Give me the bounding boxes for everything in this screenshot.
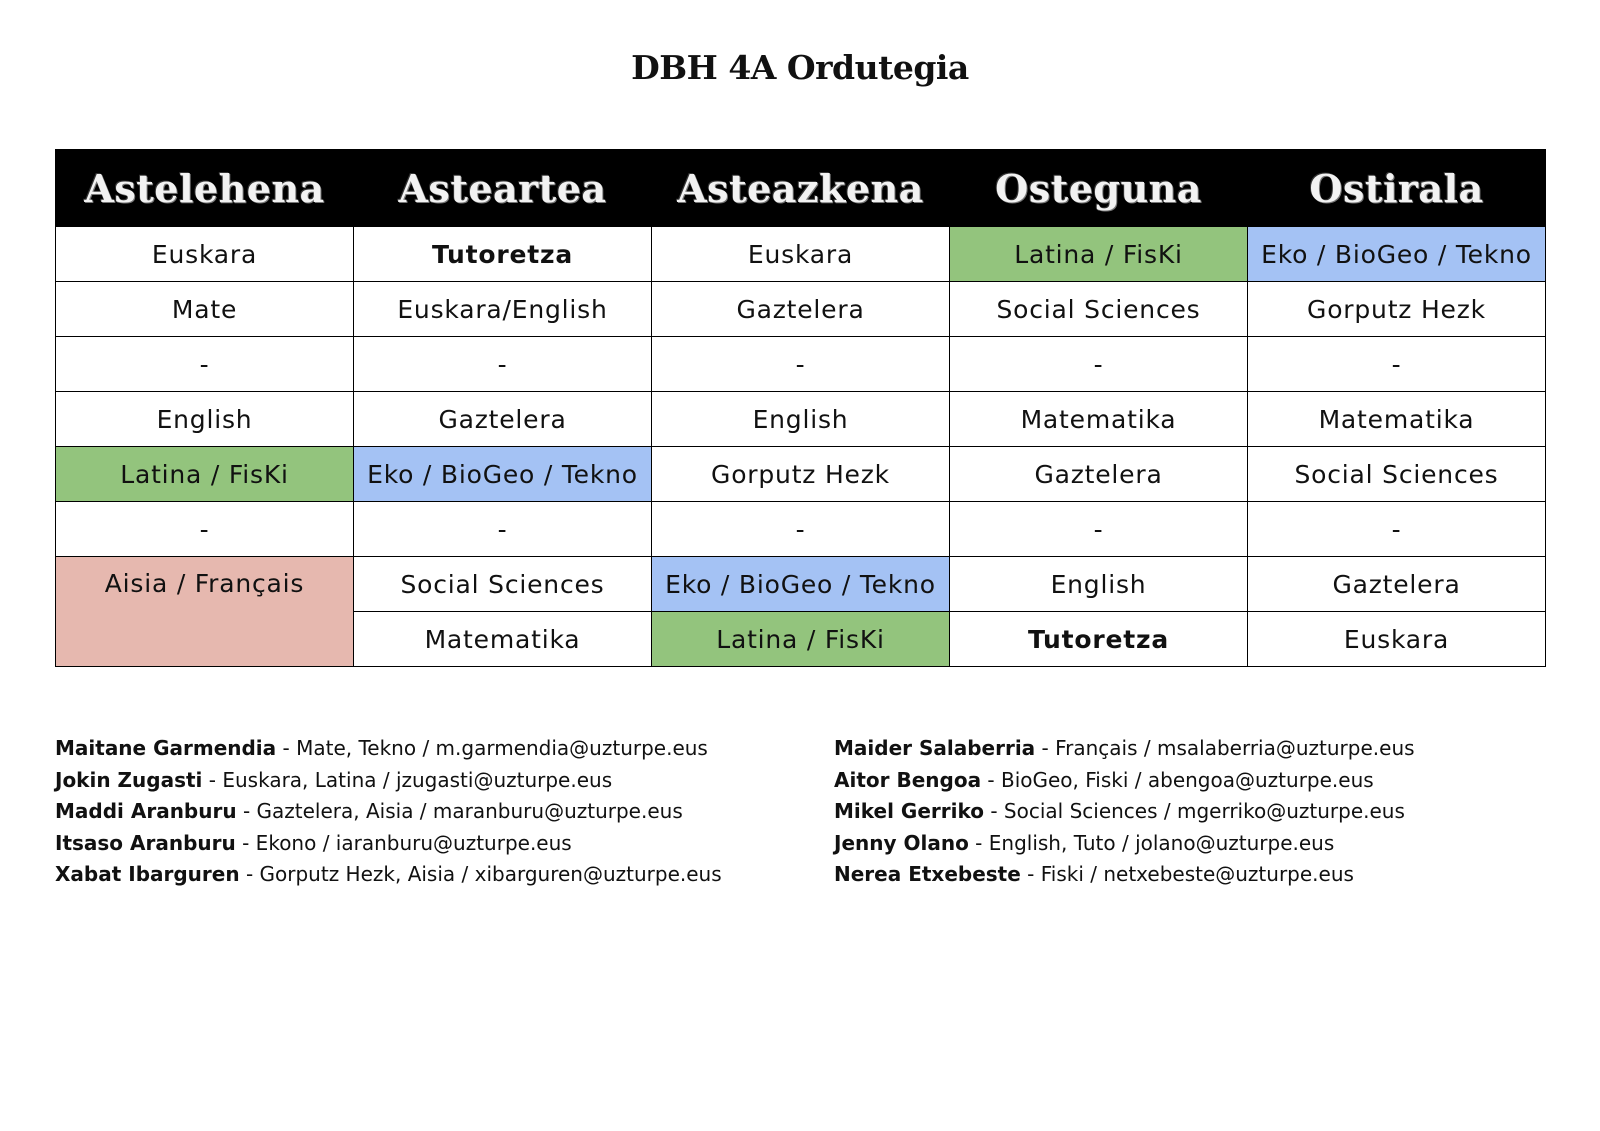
- teacher-entry: [55, 828, 722, 860]
- teacher-entry: [55, 859, 722, 891]
- day-header: Astelehena: [56, 150, 354, 227]
- break-cell: -: [1248, 502, 1546, 557]
- schedule-table: [55, 149, 1546, 667]
- day-header: Ostirala: [1248, 150, 1546, 227]
- break-row: [56, 337, 1546, 392]
- schedule-cell: Mate: [56, 282, 354, 337]
- schedule-cell: Euskara: [56, 227, 354, 282]
- teacher-info: - Fiski / netxebeste@uzturpe.eus: [1020, 862, 1354, 886]
- teacher-name: Itsaso Aranburu: [55, 830, 236, 855]
- teacher-entry: [55, 733, 722, 765]
- teacher-name: Jokin Zugasti: [55, 767, 203, 792]
- schedule-cell: Gaztelera: [354, 392, 652, 447]
- break-cell: -: [56, 502, 354, 557]
- schedule-cell: English: [652, 392, 950, 447]
- teacher-list-left: [55, 733, 722, 891]
- teacher-info: - Social Sciences / mgerriko@uzturpe.eus: [983, 799, 1405, 823]
- break-cell: -: [950, 502, 1248, 557]
- teacher-info: - English, Tuto / jolano@uzturpe.eus: [968, 830, 1335, 855]
- schedule-row: [56, 447, 1546, 502]
- break-cell: -: [950, 337, 1248, 392]
- schedule-cell: Social Sciences: [354, 557, 652, 612]
- break-cell: -: [1248, 337, 1546, 392]
- teacher-info: - Gorputz Hezk, Aisia / xibarguren@uzturpe.eus: [239, 862, 722, 886]
- teacher-list-right: [834, 733, 1415, 891]
- day-header: Asteartea: [354, 150, 652, 227]
- teacher-info: - Ekono / iaranburu@uzturpe.eus: [235, 830, 572, 855]
- teacher-name: Xabat Ibarguren: [55, 862, 240, 886]
- schedule-cell: Social Sciences: [950, 282, 1248, 337]
- schedule-cell: Gorputz Hezk: [652, 447, 950, 502]
- schedule-cell: Eko / BioGeo / Tekno: [354, 447, 652, 502]
- schedule-cell: Euskara: [1248, 612, 1546, 667]
- teacher-name: Jenny Olano: [834, 830, 969, 855]
- teacher-name: Aitor Bengoa: [834, 767, 982, 792]
- teacher-name: Nerea Etxebeste: [834, 862, 1021, 886]
- page-title: DBH 4A Ordutegia: [631, 48, 969, 87]
- schedule-row: [56, 557, 1546, 612]
- schedule-cell: Eko / BioGeo / Tekno: [652, 557, 950, 612]
- schedule-cell: English: [56, 392, 354, 447]
- schedule-cell: Gaztelera: [950, 447, 1248, 502]
- teacher-entry: [55, 796, 722, 828]
- day-header-row: [56, 150, 1546, 227]
- teacher-entry: [834, 765, 1415, 797]
- schedule-row: [56, 227, 1546, 282]
- teacher-info: - BioGeo, Fiski / abengoa@uzturpe.eus: [981, 767, 1374, 792]
- break-cell: -: [354, 502, 652, 557]
- teacher-entry: [834, 733, 1415, 765]
- schedule-cell: Latina / FisKi: [56, 447, 354, 502]
- teacher-name: Maider Salaberria: [834, 736, 1036, 760]
- schedule-cell: Matematika: [354, 612, 652, 667]
- schedule-cell: Gaztelera: [1248, 557, 1546, 612]
- break-cell: -: [652, 502, 950, 557]
- schedule-cell: Matematika: [1248, 392, 1546, 447]
- teacher-info: - Mate, Tekno / m.garmendia@uzturpe.eus: [276, 736, 708, 760]
- schedule-cell: Latina / FisKi: [652, 612, 950, 667]
- teacher-info: - Français / msalaberria@uzturpe.eus: [1035, 736, 1415, 760]
- day-header: Osteguna: [950, 150, 1248, 227]
- break-cell: -: [56, 337, 354, 392]
- schedule-cell: Gorputz Hezk: [1248, 282, 1546, 337]
- schedule-cell-merged: Aisia / Français: [56, 557, 354, 667]
- schedule-cell: Latina / FisKi: [950, 227, 1248, 282]
- schedule-cell: Euskara/English: [354, 282, 652, 337]
- schedule-cell: Matematika: [950, 392, 1248, 447]
- teacher-entry: [834, 828, 1415, 860]
- teacher-name: Maitane Garmendia: [55, 736, 277, 760]
- schedule-cell: Gaztelera: [652, 282, 950, 337]
- break-row: [56, 502, 1546, 557]
- day-header: Asteazkena: [652, 150, 950, 227]
- teacher-name: Mikel Gerriko: [834, 799, 984, 823]
- schedule-cell: Euskara: [652, 227, 950, 282]
- schedule-cell: English: [950, 557, 1248, 612]
- schedule-cell: Tutoretza: [950, 612, 1248, 667]
- schedule-cell: Eko / BioGeo / Tekno: [1248, 227, 1546, 282]
- schedule-row: [56, 392, 1546, 447]
- break-cell: -: [652, 337, 950, 392]
- schedule-row: [56, 282, 1546, 337]
- teacher-info: - Euskara, Latina / jzugasti@uzturpe.eus: [202, 767, 613, 792]
- schedule-cell: Tutoretza: [354, 227, 652, 282]
- teacher-entry: [55, 765, 722, 797]
- teacher-name: Maddi Aranburu: [55, 799, 237, 823]
- schedule-cell: Social Sciences: [1248, 447, 1546, 502]
- teacher-entry: [834, 859, 1415, 891]
- teacher-info: - Gaztelera, Aisia / maranburu@uzturpe.eus: [236, 799, 683, 823]
- break-cell: -: [354, 337, 652, 392]
- teacher-entry: [834, 796, 1415, 828]
